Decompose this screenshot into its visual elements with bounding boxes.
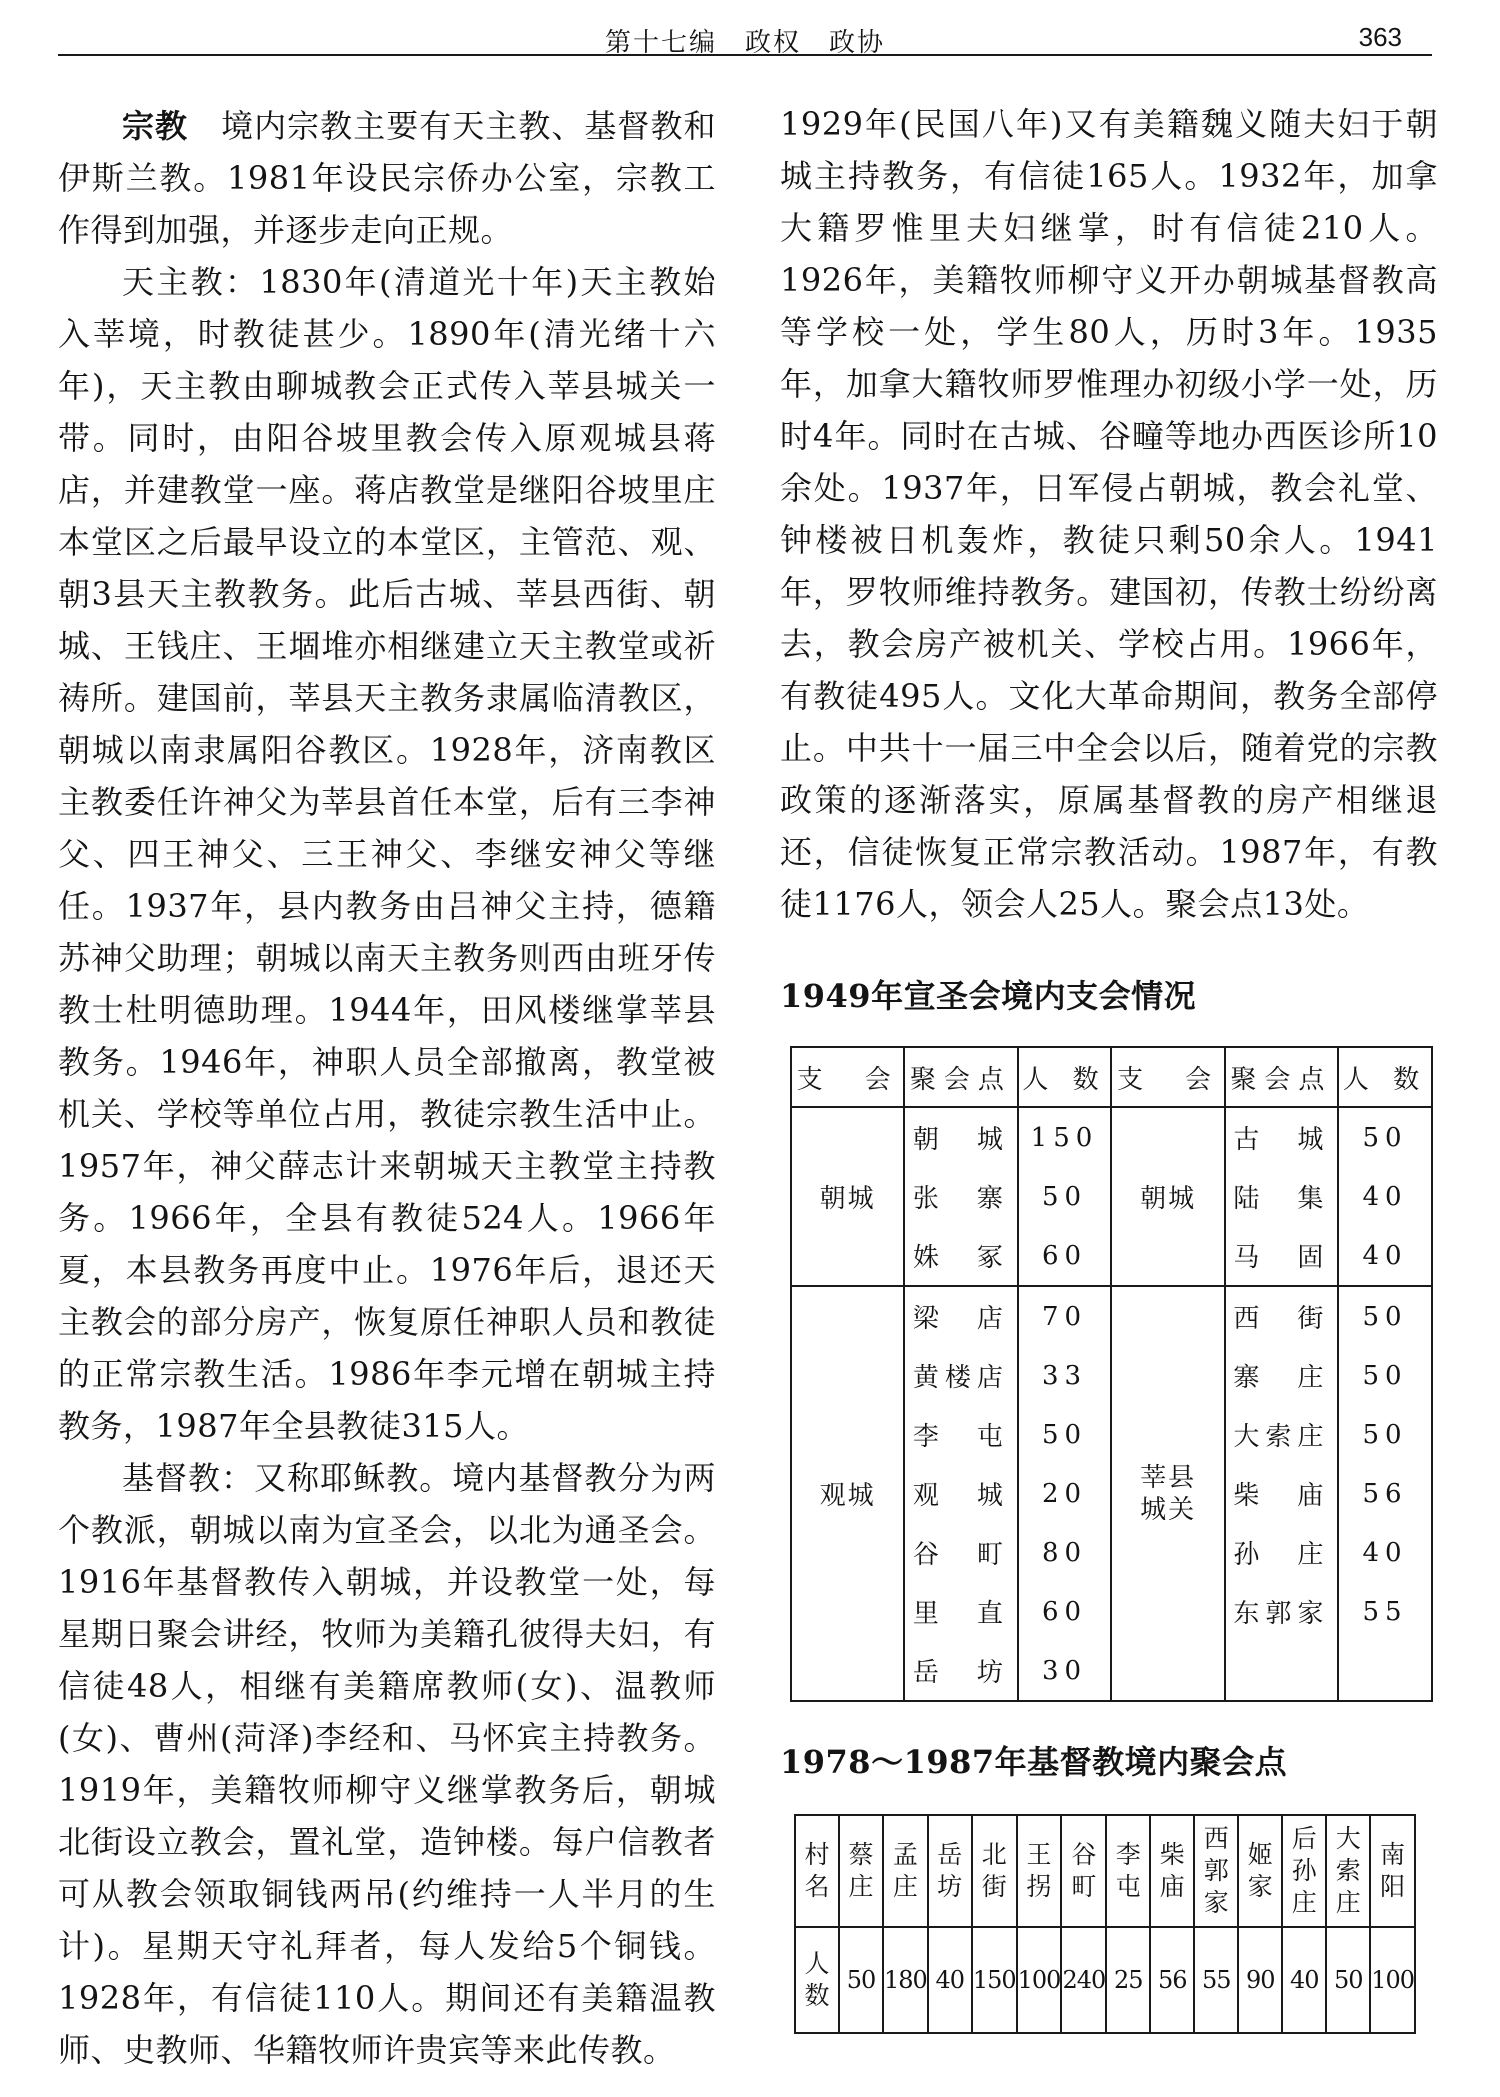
left-column — [58, 100, 716, 2076]
table-cell: 姝 冢 — [904, 1226, 1017, 1286]
protestant-continued-paragraph: 1929年(民国八年)又有美籍魏义随夫妇于朝城主持教务，有信徒165人。1932年，加拿大籍罗惟里夫妇继掌，时有信徒210人。1926年，美籍牧师柳守义开办朝城基督教高等学校一处，学生80人，历时3年。1935年，加拿大籍牧师罗惟理办初级小学一处，历时4年。同时在古城、谷疃等地办西医诊所10余处。1937年，日军侵占朝城，教会礼堂、钟楼被日机轰炸，教徒只剩50余人。1941年，罗牧师维持教务。建国初，传教士纷纷离去，教会房产被机关、学校占用。1966年，有教徒495人。文化大革命期间，教务全部停止。中共十一届三中全会以后，随着党的宗教政策的逐渐落实，原属基督教的房产相继退还，信徒恢复正常宗教活动。1987年，有教徒1176人，领会人25人。聚会点13处。 — [780, 105, 1438, 923]
table-cell: 56 — [1338, 1464, 1432, 1523]
table-cell: 40 — [1338, 1523, 1432, 1582]
meeting-points-table — [794, 1814, 1416, 2034]
table-cell: 黄楼店 — [904, 1346, 1017, 1405]
count-cell: 40 — [1282, 1927, 1326, 2033]
village-name: 王拐 — [1026, 1840, 1052, 1901]
table-cell: 西 街 — [1225, 1286, 1338, 1346]
branch-label: 莘县城关 — [1140, 1462, 1197, 1525]
table-cell: 陆 集 — [1225, 1167, 1338, 1226]
table-cell: 李 屯 — [904, 1405, 1017, 1464]
table-cell: 40 — [1338, 1226, 1432, 1286]
religion-heading: 宗教 — [122, 107, 189, 145]
branch-cell: 朝城 — [1111, 1107, 1224, 1286]
table-cell: 谷 町 — [904, 1523, 1017, 1582]
village-name: 孟庄 — [892, 1840, 918, 1901]
row-header — [795, 1815, 839, 1927]
village-cell — [1370, 1815, 1415, 1927]
village-cell — [1061, 1815, 1106, 1927]
table-row — [791, 1286, 1432, 1346]
village-cell — [1106, 1815, 1150, 1927]
count-cell: 100 — [1370, 1927, 1415, 2033]
table-cell: 50 — [1338, 1346, 1432, 1405]
row-header-label: 村名 — [804, 1840, 830, 1901]
table-cell: 大索庄 — [1225, 1405, 1338, 1464]
village-cell — [1238, 1815, 1282, 1927]
village-name: 岳坊 — [937, 1840, 963, 1901]
table-header-cell: 支 会 — [1111, 1047, 1224, 1107]
table-header-row — [791, 1047, 1432, 1107]
table-cell: 古 城 — [1225, 1107, 1338, 1167]
village-cell — [1326, 1815, 1370, 1927]
chapter-title: 第十七编 政权 政协 — [604, 28, 885, 58]
table-cell: 东郭家 — [1225, 1582, 1338, 1641]
table-header-cell: 人 数 — [1018, 1047, 1112, 1107]
table-cell: 岳 坊 — [904, 1641, 1017, 1701]
village-name: 大索庄 — [1335, 1824, 1361, 1917]
table-cell: 50 — [1018, 1405, 1112, 1464]
count-cell: 25 — [1106, 1927, 1150, 2033]
table1-title: 1949年宣圣会境内支会情况 — [780, 977, 1197, 1015]
right-column — [780, 98, 1438, 2034]
table-cell: 55 — [1338, 1582, 1432, 1641]
village-name: 南阳 — [1380, 1840, 1406, 1901]
table-cell: 柴 庙 — [1225, 1464, 1338, 1523]
village-cell — [839, 1815, 883, 1927]
row-header — [795, 1927, 839, 2033]
count-cell: 50 — [1326, 1927, 1370, 2033]
count-cell: 100 — [1017, 1927, 1062, 2033]
table-cell: 30 — [1018, 1641, 1112, 1701]
table-cell: 50 — [1018, 1167, 1112, 1226]
table-cell: 里 直 — [904, 1582, 1017, 1641]
table-header-cell: 聚会点 — [904, 1047, 1017, 1107]
village-name: 后孙庄 — [1291, 1824, 1317, 1917]
table-cell — [1338, 1641, 1432, 1701]
table-cell: 朝 城 — [904, 1107, 1017, 1167]
row-header-label: 人数 — [804, 1949, 830, 2010]
village-cell — [1017, 1815, 1062, 1927]
table-cell: 50 — [1338, 1405, 1432, 1464]
table-cell: 80 — [1018, 1523, 1112, 1582]
branch-cell: 朝城 — [791, 1107, 904, 1286]
table-cell: 60 — [1018, 1226, 1112, 1286]
table-cell: 观 城 — [904, 1464, 1017, 1523]
count-cell: 150 — [972, 1927, 1017, 2033]
table-header-cell: 聚会点 — [1225, 1047, 1338, 1107]
count-cell: 180 — [883, 1927, 928, 2033]
village-cell — [1150, 1815, 1194, 1927]
table-cell: 33 — [1018, 1346, 1112, 1405]
table-cell — [1225, 1641, 1338, 1701]
village-name: 柴庙 — [1159, 1840, 1185, 1901]
religion-intro-paragraph — [58, 100, 716, 256]
village-name: 蔡庄 — [848, 1840, 874, 1901]
village-cell — [883, 1815, 928, 1927]
count-cell: 55 — [1194, 1927, 1238, 2033]
village-name: 谷町 — [1071, 1840, 1097, 1901]
protestant-paragraph: 基督教：又称耶稣教。境内基督教分为两个教派，朝城以南为宣圣会，以北为通圣会。1916年基督教传入朝城，并设教堂一处，每星期日聚会讲经，牧师为美籍孔彼得夫妇，有信徒48人，相继有美籍席教师(女)、温教师(女)、曹州(菏泽)李经和、马怀宾主持教务。1919年，美籍牧师柳守义继掌教务后，朝城北街设立教会，置礼堂，造钟楼。每户信教者可从教会领取铜钱两吊(约维持一人半月的生计)。星期天守礼拜者，每人发给5个铜钱。1928年，有信徒110人。期间还有美籍温教师、史教师、华籍牧师许贵宾等来此传教。 — [58, 1459, 716, 2069]
count-cell: 40 — [928, 1927, 972, 2033]
branch-cell: 观城 — [791, 1286, 904, 1701]
village-name: 西郭家 — [1203, 1824, 1229, 1917]
catholic-paragraph: 天主教：1830年(清道光十年)天主教始入莘境，时教徒甚少。1890年(清光绪十六年)，天主教由聊城教会正式传入莘县城关一带。同时，由阳谷坡里教会传入原观城县蒋店，并建教堂一座。蒋店教堂是继阳谷坡里庄本堂区之后最早设立的本堂区，主管范、观、朝3县天主教教务。此后古城、莘县西街、朝城、王钱庄、王堌堆亦相继建立天主教堂或祈祷所。建国前，莘县天主教务隶属临清教区，朝城以南隶属阳谷教区。1928年，济南教区主教委任许神父为莘县首任本堂，后有三李神父、四王神父、三王神父、李继安神父等继任。1937年，县内教务由吕神父主持，德籍苏神父助理；朝城以南天主教务则西由班牙传教士杜明德助理。1944年，田风楼继掌莘县教务。1946年，神职人员全部撤离，教堂被机关、学校等单位占用，教徒宗教生活中止。1957年，神父薛志计来朝城天主教堂主持教务。1966年，全县有教徒524人。1966年夏，本县教务再度中止。1976年后，退还天主教会的部分房产，恢复原任神职人员和教徒的正常宗教生活。1986年李元增在朝城主持教务，1987年全县教徒315人。 — [58, 263, 716, 1445]
village-row — [795, 1815, 1415, 1927]
village-name: 北街 — [981, 1840, 1007, 1901]
table-cell: 70 — [1018, 1286, 1112, 1346]
branch-cell — [1111, 1286, 1224, 1701]
count-cell: 50 — [839, 1927, 883, 2033]
religion-intro-text: 境内宗教主要有天主教、基督教和伊斯兰教。1981年设民宗侨办公室，宗教工作得到加强，并逐步走向正规。 — [58, 107, 716, 249]
table2-title: 1978～1987年基督教境内聚会点 — [780, 1743, 1288, 1781]
table-cell: 50 — [1338, 1107, 1432, 1167]
table-cell: 50 — [1338, 1286, 1432, 1346]
table-cell: 梁 店 — [904, 1286, 1017, 1346]
village-name: 姬家 — [1247, 1840, 1273, 1901]
village-cell — [972, 1815, 1017, 1927]
table-cell: 40 — [1338, 1167, 1432, 1226]
village-name: 李屯 — [1115, 1840, 1141, 1901]
count-cell: 90 — [1238, 1927, 1282, 2033]
table-cell: 寨 庄 — [1225, 1346, 1338, 1405]
village-cell — [1194, 1815, 1238, 1927]
table-cell: 150 — [1018, 1107, 1112, 1167]
table-cell: 20 — [1018, 1464, 1112, 1523]
count-cell: 240 — [1061, 1927, 1106, 2033]
table-cell: 孙 庄 — [1225, 1523, 1338, 1582]
count-row — [795, 1927, 1415, 2033]
page-number: 363 — [1358, 22, 1402, 52]
count-cell: 56 — [1150, 1927, 1194, 2033]
table-cell: 马 固 — [1225, 1226, 1338, 1286]
village-cell — [928, 1815, 972, 1927]
table-header-cell: 支 会 — [791, 1047, 904, 1107]
page-header — [58, 14, 1432, 56]
branch-table — [790, 1046, 1433, 1702]
table-cell: 张 寨 — [904, 1167, 1017, 1226]
village-cell — [1282, 1815, 1326, 1927]
table-cell: 60 — [1018, 1582, 1112, 1641]
table-row — [791, 1107, 1432, 1167]
table-header-cell: 人 数 — [1338, 1047, 1432, 1107]
